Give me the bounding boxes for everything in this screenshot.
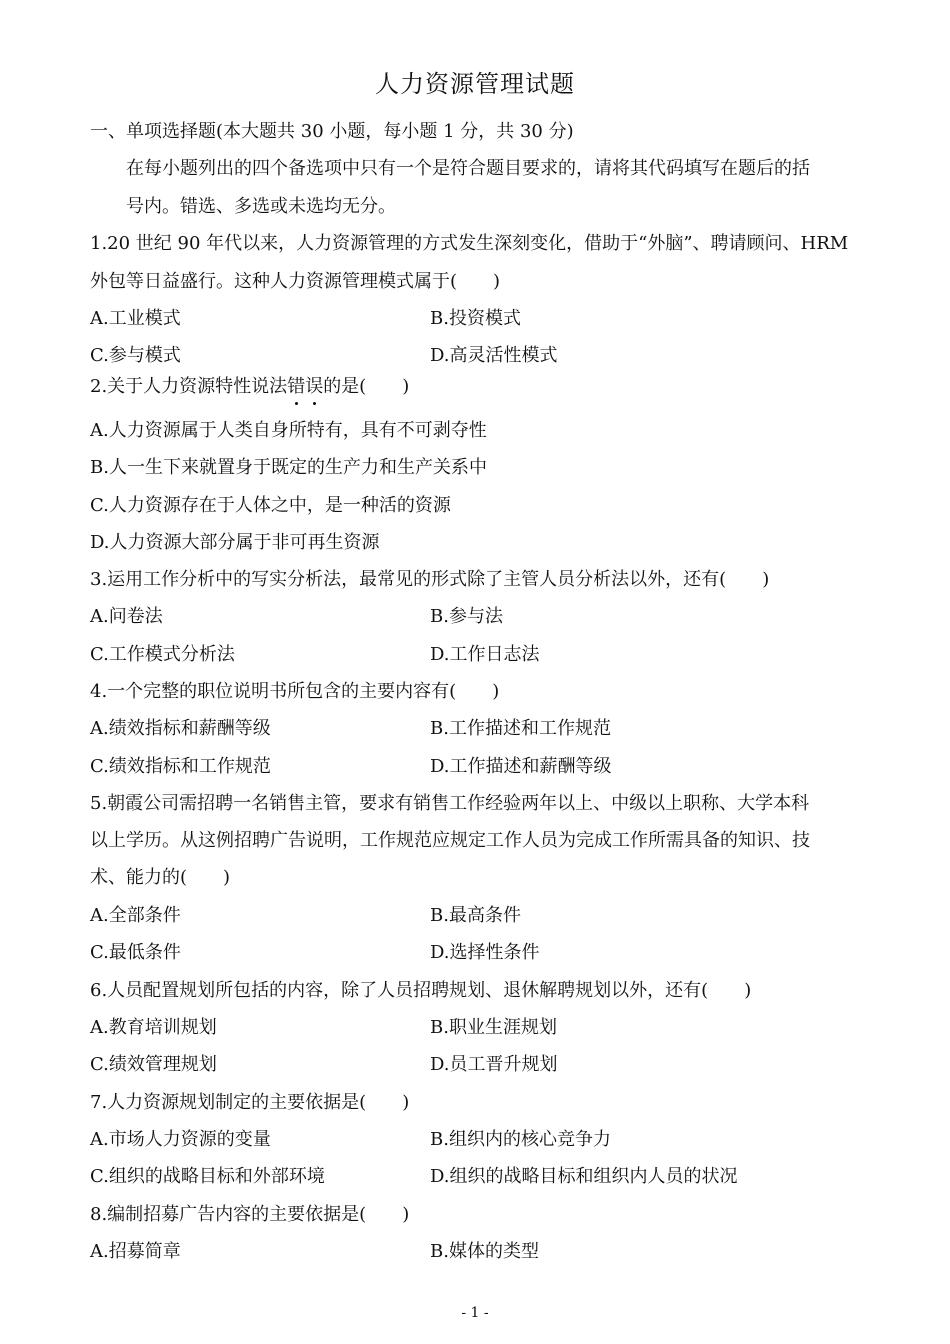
question-4-option-a: A.绩效指标和薪酬等级	[90, 718, 271, 739]
question-4-option-b: B.工作描述和工作规范	[430, 718, 611, 739]
question-1-option-b: B.投资模式	[430, 308, 521, 329]
question-3-stem: 3.运用工作分析中的写实分析法，最常见的形式除了主管人员分析法以外，还有( )	[90, 569, 770, 590]
question-1-line-2: 外包等日益盛行。这种人力资源管理模式属于( )	[90, 271, 501, 292]
question-4-stem: 4.一个完整的职位说明书所包含的主要内容有( )	[90, 681, 500, 702]
question-6-option-b: B.职业生涯规划	[430, 1017, 557, 1038]
question-2-option-d: D.人力资源大部分属于非可再生资源	[90, 532, 380, 553]
question-7-option-c: C.组织的战略目标和外部环境	[90, 1166, 325, 1187]
page-number: - 1 -	[461, 1305, 489, 1321]
question-3-option-c: C.工作模式分析法	[90, 644, 235, 665]
question-7-option-a: A.市场人力资源的变量	[90, 1129, 271, 1150]
question-5-option-a: A.全部条件	[90, 905, 181, 926]
question-5-line-1: 5.朝霞公司需招聘一名销售主管，要求有销售工作经验两年以上、中级以上职称、大学本科	[90, 793, 810, 814]
question-5-option-b: B.最高条件	[430, 905, 521, 926]
question-6-stem: 6.人员配置规划所包括的内容，除了人员招聘规划、退休解聘规划以外，还有( )	[90, 980, 752, 1001]
question-6-option-c: C.绩效管理规划	[90, 1054, 217, 1075]
question-5-line-3: 术、能力的( )	[90, 867, 231, 888]
question-7-option-d: D.组织的战略目标和组织内人员的状况	[430, 1166, 738, 1187]
instruction-line-2: 号内。错选、多选或未选均无分。	[126, 196, 396, 217]
question-7-option-b: B.组织内的核心竞争力	[430, 1129, 611, 1150]
question-2-stem-pre: 2.关于人力资源特性说法	[90, 376, 288, 397]
question-7-stem: 7.人力资源规划制定的主要依据是( )	[90, 1092, 410, 1113]
question-1-option-d: D.高灵活性模式	[430, 345, 558, 366]
question-8-stem: 8.编制招募广告内容的主要依据是( )	[90, 1204, 410, 1225]
question-1-line-1: 1.20 世纪 90 年代以来，人力资源管理的方式发生深刻变化，借助于“外脑”、聘请顾问、HRM	[90, 233, 849, 254]
question-4-option-c: C.绩效指标和工作规范	[90, 756, 271, 777]
question-2-stem	[90, 375, 409, 399]
emphasis-char-1: 错	[287, 376, 306, 397]
question-8-option-b: B.媒体的类型	[430, 1241, 539, 1262]
section-heading: 一、单项选择题(本大题共 30 小题，每小题 1 分，共 30 分)	[90, 121, 574, 142]
question-2-stem-post: 的是( )	[323, 376, 410, 397]
question-8-option-a: A.招募简章	[90, 1241, 181, 1262]
question-3-option-b: B.参与法	[430, 606, 503, 627]
instruction-line-1: 在每小题列出的四个备选项中只有一个是符合题目要求的，请将其代码填写在题后的括	[126, 158, 810, 179]
question-2-option-c: C.人力资源存在于人体之中，是一种活的资源	[90, 495, 451, 516]
question-1-option-a: A.工业模式	[90, 308, 181, 329]
question-6-option-d: D.员工晋升规划	[430, 1054, 558, 1075]
question-2-option-b: B.人一生下来就置身于既定的生产力和生产关系中	[90, 457, 487, 478]
question-1-option-c: C.参与模式	[90, 345, 181, 366]
question-6-option-a: A.教育培训规划	[90, 1017, 217, 1038]
question-4-option-d: D.工作描述和薪酬等级	[430, 756, 612, 777]
page-title: 人力资源管理试题	[375, 70, 575, 98]
emphasis-char-2: 误	[305, 376, 324, 397]
question-5-line-2: 以上学历。从这例招聘广告说明，工作规范应规定工作人员为完成工作所需具备的知识、技	[90, 830, 810, 851]
question-2-option-a: A.人力资源属于人类自身所特有，具有不可剥夺性	[90, 420, 487, 441]
question-3-option-a: A.问卷法	[90, 606, 163, 627]
question-5-option-c: C.最低条件	[90, 942, 181, 963]
question-3-option-d: D.工作日志法	[430, 644, 540, 665]
question-5-option-d: D.选择性条件	[430, 942, 540, 963]
